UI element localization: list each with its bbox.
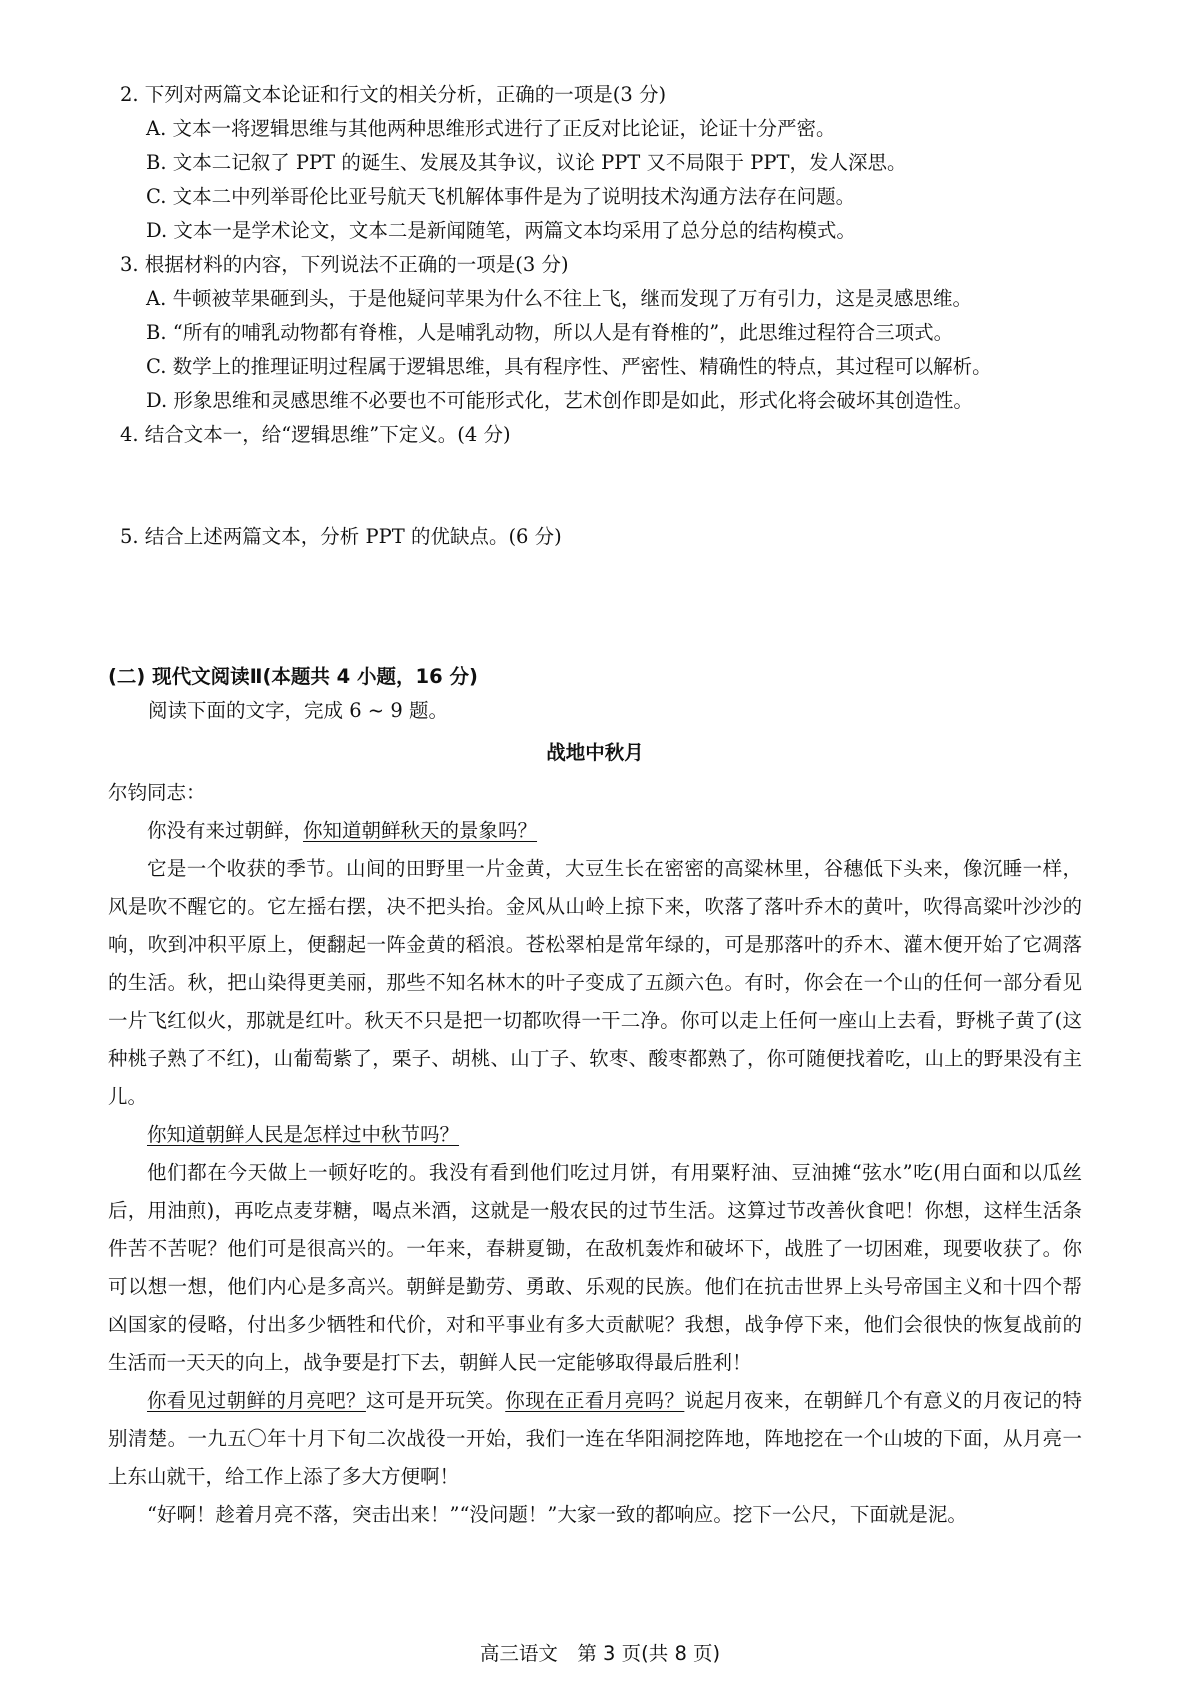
paragraph-5-rest: 说起月夜来，在朝鲜几个有意义的月夜记的特别清楚。一九五〇年十月下旬二次战役一开始，我们一连在华阳洞挖阵地，阵地挖在一个山坡的下面，从月亮一上东山就干，给工作上添了多大方便啊！ xyxy=(108,1389,1082,1488)
underlined-sentence: 你知道朝鲜人民是怎样过中秋节吗？ xyxy=(147,1123,460,1146)
section-title: (二) 现代文阅读Ⅱ(本题共 4 小题，16 分) xyxy=(108,665,478,688)
underlined-sentence: 你现在正看月亮吗？ xyxy=(505,1389,685,1412)
article-title: 战地中秋月 xyxy=(546,741,644,764)
paragraph-5-text: 这可是开玩笑。 xyxy=(365,1389,506,1412)
paragraph-6: “好啊！趁着月亮不落，突击出来！”“没问题！”大家一致的都响应。挖下一公尺，下面就是泥。 xyxy=(147,1503,967,1526)
paragraph-3 xyxy=(108,1116,1082,1154)
page-footer: 高三语文 第 3 页(共 8 页) xyxy=(479,1642,721,1665)
answer-space-4 xyxy=(108,452,1082,520)
section-instruction: 阅读下面的文字，完成 6 ~ 9 题。 xyxy=(148,699,448,722)
answer-space-5 xyxy=(108,554,1082,646)
option-d: D. 形象思维和灵感思维不必要也不可能形式化，艺术创作即是如此，形式化将会破坏其创造性。 xyxy=(146,389,973,412)
option-c: C. 数学上的推理证明过程属于逻辑思维，具有程序性、严密性、精确性的特点，其过程可以解析。 xyxy=(146,355,992,378)
letter-greeting: 尔钧同志： xyxy=(108,781,206,804)
question-5: 5. 结合上述两篇文本，分析 PPT 的优缺点。(6 分) xyxy=(120,525,562,548)
paragraph-1 xyxy=(108,812,1082,850)
paragraph-5 xyxy=(108,1382,1082,1496)
question-3 xyxy=(108,248,1082,418)
paragraph-4: 他们都在今天做上一顿好吃的。我没有看到他们吃过月饼，有用粟籽油、豆油摊“弦水”吃(用白面和以瓜丝后，用油煎)，再吃点麦芽糖，喝点米酒，这就是一般农民的过节生活。这算过节改善伙食吧！你想，这样生活条件苦不苦呢？他们可是很高兴的。一年来，春耕夏锄，在敌机轰炸和破坏下，战胜了一切困难，现要收获了。你可以想一想，他们内心是多高兴。朝鲜是勤劳、勇敢、乐观的民族。他们在抗击世界上头号帝国主义和十四个帮凶国家的侵略，付出多少牺牲和代价，对和平事业有多大贡献呢？我想，战争停下来，他们会很快的恢复战前的生活而一天天的向上，战争要是打下去，朝鲜人民一定能够取得最后胜利！ xyxy=(108,1161,1082,1374)
question-stem: 2. 下列对两篇文本论证和行文的相关分析，正确的一项是(3 分) xyxy=(120,83,667,106)
option-a: A. 牛顿被苹果砸到头，于是他疑问苹果为什么不往上飞，继而发现了万有引力，这是灵感思维。 xyxy=(146,287,972,310)
paragraph-1-text: 你没有来过朝鲜， xyxy=(147,819,304,842)
option-b: B. 文本二记叙了 PPT 的诞生、发展及其争议，议论 PPT 又不局限于 PPT，发人深思。 xyxy=(146,151,907,174)
question-stem: 3. 根据材料的内容，下列说法不正确的一项是(3 分) xyxy=(120,253,569,276)
option-b: B. “所有的哺乳动物都有脊椎，人是哺乳动物，所以人是有脊椎的”，此思维过程符合三项式。 xyxy=(146,321,954,344)
option-c: C. 文本二中列举哥伦比亚号航天飞机解体事件是为了说明技术沟通方法存在问题。 xyxy=(146,185,856,208)
question-2 xyxy=(108,78,1082,248)
underlined-sentence: 你知道朝鲜秋天的景象吗？ xyxy=(303,819,538,842)
option-d: D. 文本一是学术论文，文本二是新闻随笔，两篇文本均采用了总分总的结构模式。 xyxy=(146,219,856,242)
underlined-sentence: 你看见过朝鲜的月亮吧？ xyxy=(147,1389,366,1412)
question-4: 4. 结合文本一，给“逻辑思维”下定义。(4 分) xyxy=(120,423,511,446)
option-a: A. 文本一将逻辑思维与其他两种思维形式进行了正反对比论证，论证十分严密。 xyxy=(146,117,836,140)
paragraph-2: 它是一个收获的季节。山间的田野里一片金黄，大豆生长在密密的高粱林里，谷穗低下头来，像沉睡一样，风是吹不醒它的。它左摇右摆，决不把头抬。金风从山岭上掠下来，吹落了落叶乔木的黄叶，吹得高粱叶沙沙的响，吹到冲积平原上，便翻起一阵金黄的稻浪。苍松翠柏是常年绿的，可是那落叶的乔木、灌木便开始了它凋落的生活。秋，把山染得更美丽，那些不知名林木的叶子变成了五颜六色。有时，你会在一个山的任何一部分看见一片飞红似火，那就是红叶。秋天不只是把一切都吹得一干二净。你可以走上任何一座山上去看，野桃子黄了(这种桃子熟了不红)，山葡萄紫了，栗子、胡桃、山丁子、软枣、酸枣都熟了，你可随便找着吃，山上的野果没有主儿。 xyxy=(108,857,1082,1108)
